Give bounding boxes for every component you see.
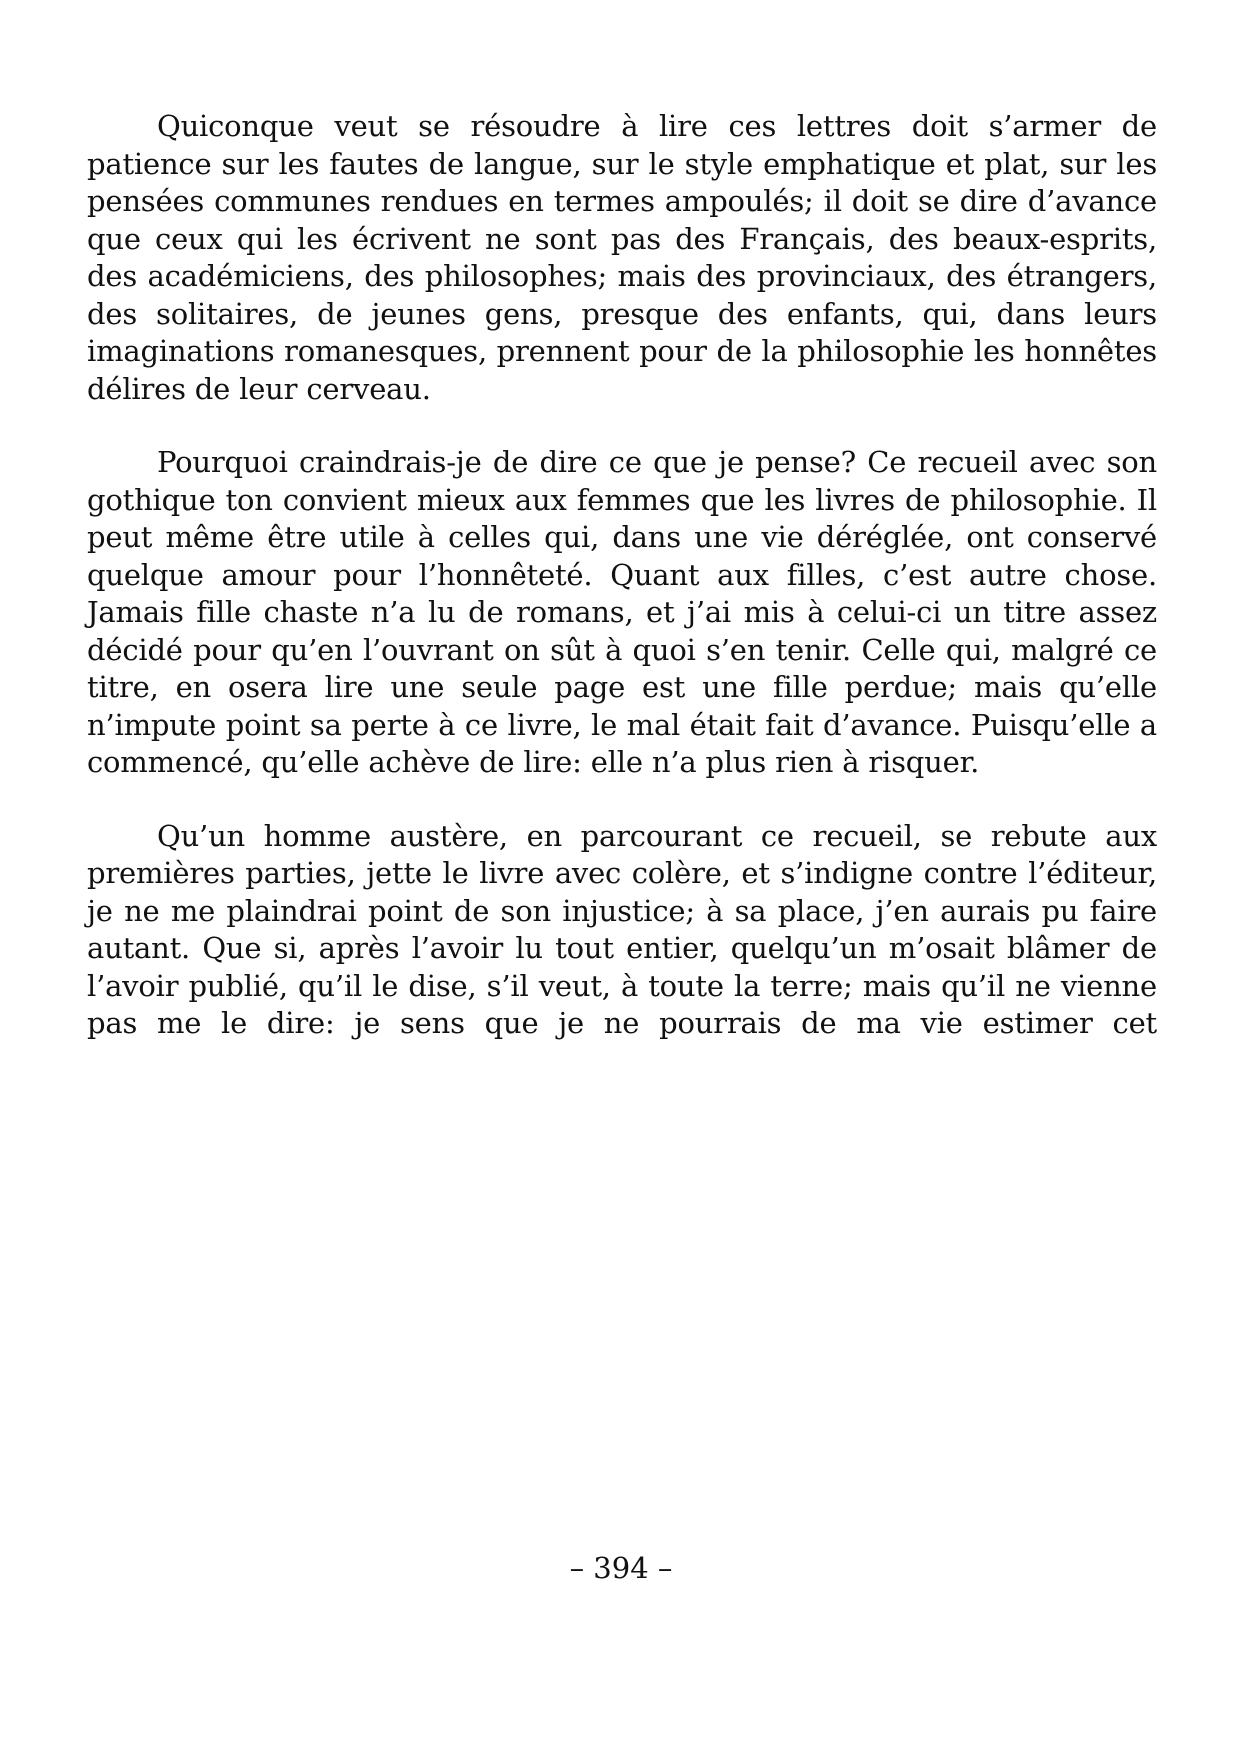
page-number: – 394 – [569, 1551, 673, 1585]
paragraph-1: Quiconque veut se résoudre à lire ces lettres doit s’armer de patience sur les fautes de langue, sur le style emphatique et plat, sur les pensées communes rendues en termes ampoulés; il doit se dire d’avance que ceux qui les écrivent ne sont pas des Français, des beaux-esprits, des académiciens, des philosophes; mais des provinciaux, des étrangers, des solitaires, de jeunes gens, presque des enfants, qui, dans leurs imaginations romanesques, prennent pour de la philosophie les honnêtes délires de leur cerveau. [87, 109, 1157, 406]
paragraph-2: Pourquoi craindrais-je de dire ce que je pense? Ce recueil avec son gothique ton convient mieux aux femmes que les livres de philosophie. Il peut même être utile à celles qui, dans une vie déréglée, ont conservé quelque amour pour l’honnêteté. Quant aux filles, c’est autre chose. Jamais fille chaste n’a lu de romans, et j’ai mis à celui-ci un titre assez décidé pour qu’en l’ouvrant on sût à quoi s’en tenir. Celle qui, malgré ce titre, en osera lire une seule page est une fille perdue; mais qu’elle n’impute point sa perte à ce livre, le mal était fait d’avance. Puisqu’elle a commencé, qu’elle achève de lire: elle n’a plus rien à risquer. [87, 445, 1157, 779]
paragraph-3: Qu’un homme austère, en parcourant ce recueil, se rebute aux premières parties, jette le livre avec colère, et s’indigne contre l’éditeur, je ne me plaindrai point de son injustice; à sa place, j’en aurais pu faire autant. Que si, après l’avoir lu tout entier, quelqu’un m’osait blâmer de l’avoir publié, qu’il le dise, s’il veut, à toute la terre; mais qu’il ne vienne pas me le dire: je sens que je ne pourrais de ma vie estimer cet [87, 818, 1157, 1040]
page-body [87, 108, 1157, 1079]
